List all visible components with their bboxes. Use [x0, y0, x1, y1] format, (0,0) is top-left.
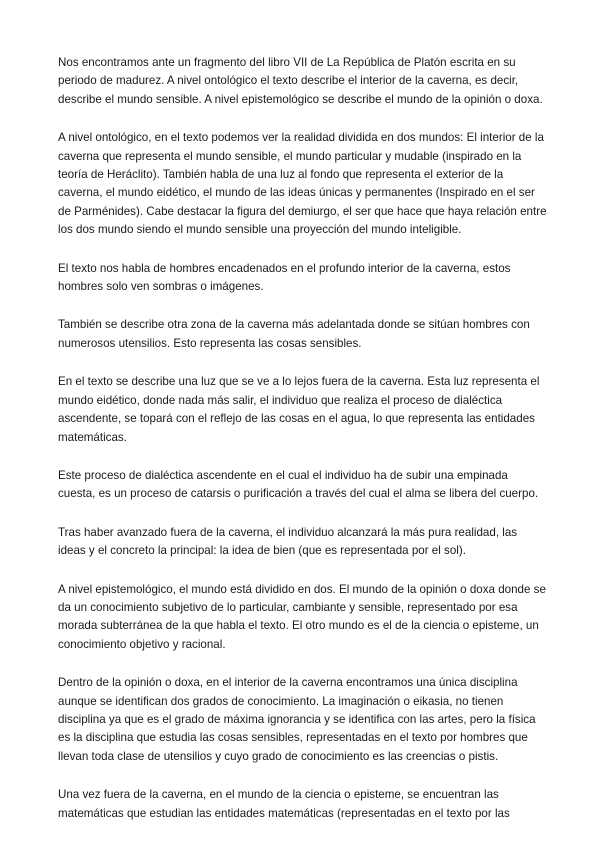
paragraph-doxa: Dentro de la opinión o doxa, en el interior de la caverna encontramos una única disciplina aunque se identifican dos grados de conocimiento. La imaginación o eikasia, no tienen disciplina ya que es el grado de máxima ignorancia y se identifica con las artes, pero la física es la disciplina que estudia las cosas sensibles, representadas en el texto por hombres que llevan toda clase de utensilios y cuyo grado de conocimiento es las creencias o pistis.: [58, 676, 536, 763]
paragraph-epistemological: A nivel epistemológico, el mundo está dividido en dos. El mundo de la opinión o doxa donde se da un conocimiento subjetivo de lo particular, cambiante y sensible, representado por esa morada subterránea de la que habla el texto. El otro mundo es el de la ciencia o episteme, un conocimiento objetivo y racional.: [58, 582, 546, 651]
paragraph-ontological: A nivel ontológico, en el texto podemos ver la realidad dividida en dos mundos: El interior de la caverna que representa el mundo sensible, el mundo particular y mudable (inspirado en la teoría de Heráclito). También habla de una luz al fondo que representa el exterior de la caverna, el mundo eidético, el mundo de las ideas únicas y permanentes (Inspirado en el ser de Parménides). Cabe destacar la figura del demiurgo, el ser que hace que haya relación entre los dos mundo siendo el mundo sensible una proyección del mundo inteligible.: [58, 131, 547, 237]
paragraph-episteme: Una vez fuera de la caverna, en el mundo de la ciencia o episteme, se encuentran las matemáticas que estudian las entidades matemáticas (representadas en el texto por las: [58, 788, 510, 820]
document-page: [58, 54, 548, 843]
paragraph-idea-of-good: Tras haber avanzado fuera de la caverna, el individuo alcanzará la más pura realidad, las ideas y el concreto la principal: la idea de bien (que es representada por el sol).: [58, 525, 518, 558]
paragraph-intro: Nos encontramos ante un fragmento del libro VII de La República de Platón escrita en su periodo de madurez. A nivel ontológico el texto describe el interior de la caverna, es decir, describe el mundo sensible. A nivel epistemológico se describe el mundo de la opinión o doxa.: [58, 56, 543, 106]
paragraph-dialectic: Este proceso de dialéctica ascendente en el cual el individuo ha de subir una empinada cuesta, es un proceso de catarsis o purificación a través del cual el alma se libera del cuerpo.: [58, 468, 539, 501]
paragraph-utensils: También se describe otra zona de la caverna más adelantada donde se sitúan hombres con numerosos utensilios. Esto representa las cosas sensibles.: [58, 318, 530, 350]
paragraph-light: En el texto se describe una luz que se ve a lo lejos fuera de la caverna. Esta luz representa el mundo eidético, donde nada más salir, el individuo que realiza el proceso de dialéctica ascendente, se topará con el reflejo de las cosas en el agua, lo que representa las entidades matemáticas.: [58, 375, 540, 444]
paragraph-chained-men: El texto nos habla de hombres encadenados en el profundo interior de la caverna, estos hombres solo ven sombras o imágenes.: [58, 261, 511, 294]
